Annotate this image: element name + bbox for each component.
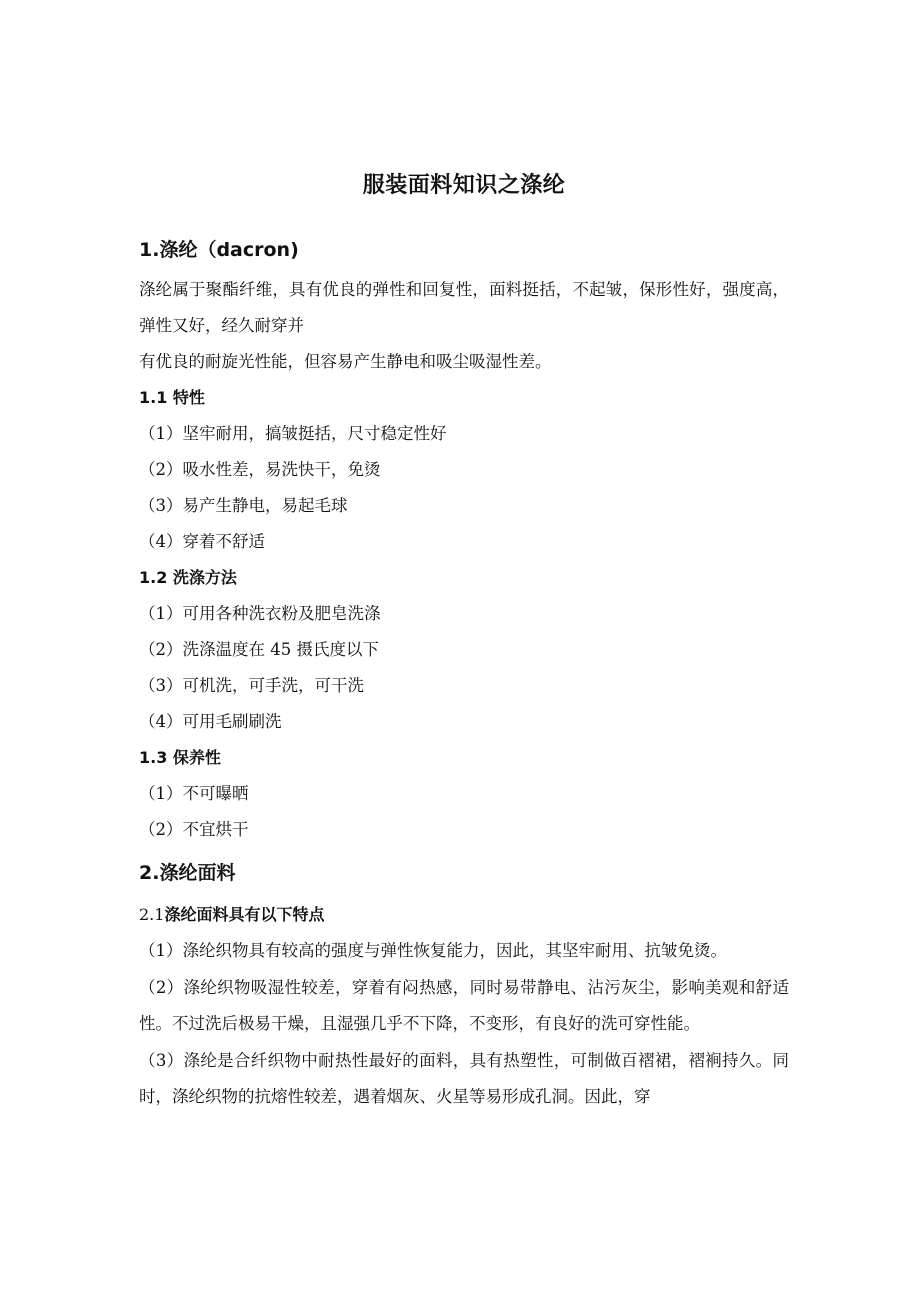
section-1-intro	[139, 272, 789, 380]
list-item: （2）洗涤温度在 45 摄氏度以下	[139, 640, 379, 659]
list-item: （4）可用毛刷刷洗	[139, 712, 282, 731]
paragraph: （1）涤纶织物具有较高的强度与弹性恢复能力，因此，其坚牢耐用、抗皱免烫。	[139, 941, 727, 960]
list-item: （1）坚牢耐用，搞皱挺括，尺寸稳定性好	[139, 424, 447, 443]
subsection-1-3-heading: 1.3 保养性	[139, 748, 221, 767]
section-1-intro-line-2: 有优良的耐旋光性能，但容易产生静电和吸尘吸湿性差。	[139, 352, 552, 371]
subsection-1-1-heading: 1.1 特性	[139, 388, 205, 407]
section-2-heading: 2.涤纶面料	[139, 862, 236, 884]
list-item: （1）可用各种洗衣粉及肥皂洗涤	[139, 604, 381, 623]
subsection-1-2-heading: 1.2 洗涤方法	[139, 568, 237, 587]
list-item: （2）不宜烘干	[139, 820, 249, 839]
document-body	[139, 160, 789, 1116]
paragraph: （2）涤纶织物吸湿性较差，穿着有闷热感，同时易带静电、沾污灰尘，影响美观和舒适性。不过洗后极易干燥，且湿强几乎不下降，不变形，有良好的洗可穿性能。	[139, 977, 789, 1033]
subsection-2-1-title: 涤纶面料具有以下特点	[164, 905, 325, 924]
section-1-intro-line-1: 涤纶属于聚酯纤维，具有优良的弹性和回复性，面料挺括，不起皱，保形性好，强度高，弹性又好，经久耐穿并	[139, 280, 789, 335]
subsection-2-1-number: 2.1	[139, 905, 165, 924]
list-item: （3）可机洗，可手洗，可干洗	[139, 676, 364, 695]
document-title: 服装面料知识之涤纶	[362, 173, 566, 198]
list-item: （3）易产生静电，易起毛球	[139, 496, 348, 515]
section-1-heading: 1.涤纶（dacron)	[139, 239, 299, 261]
list-item: （2）吸水性差，易洗快干，免烫	[139, 460, 381, 479]
paragraph: （3）涤纶是合纤织物中耐热性最好的面料，具有热塑性，可制做百褶裙，褶裥持久。同时，涤纶织物的抗熔性较差，遇着烟灰、火星等易形成孔洞。因此，穿	[139, 1050, 789, 1106]
list-item: （4）穿着不舒适	[139, 532, 265, 551]
subsection-2-1-heading	[139, 897, 789, 933]
list-item: （1）不可曝晒	[139, 784, 249, 803]
